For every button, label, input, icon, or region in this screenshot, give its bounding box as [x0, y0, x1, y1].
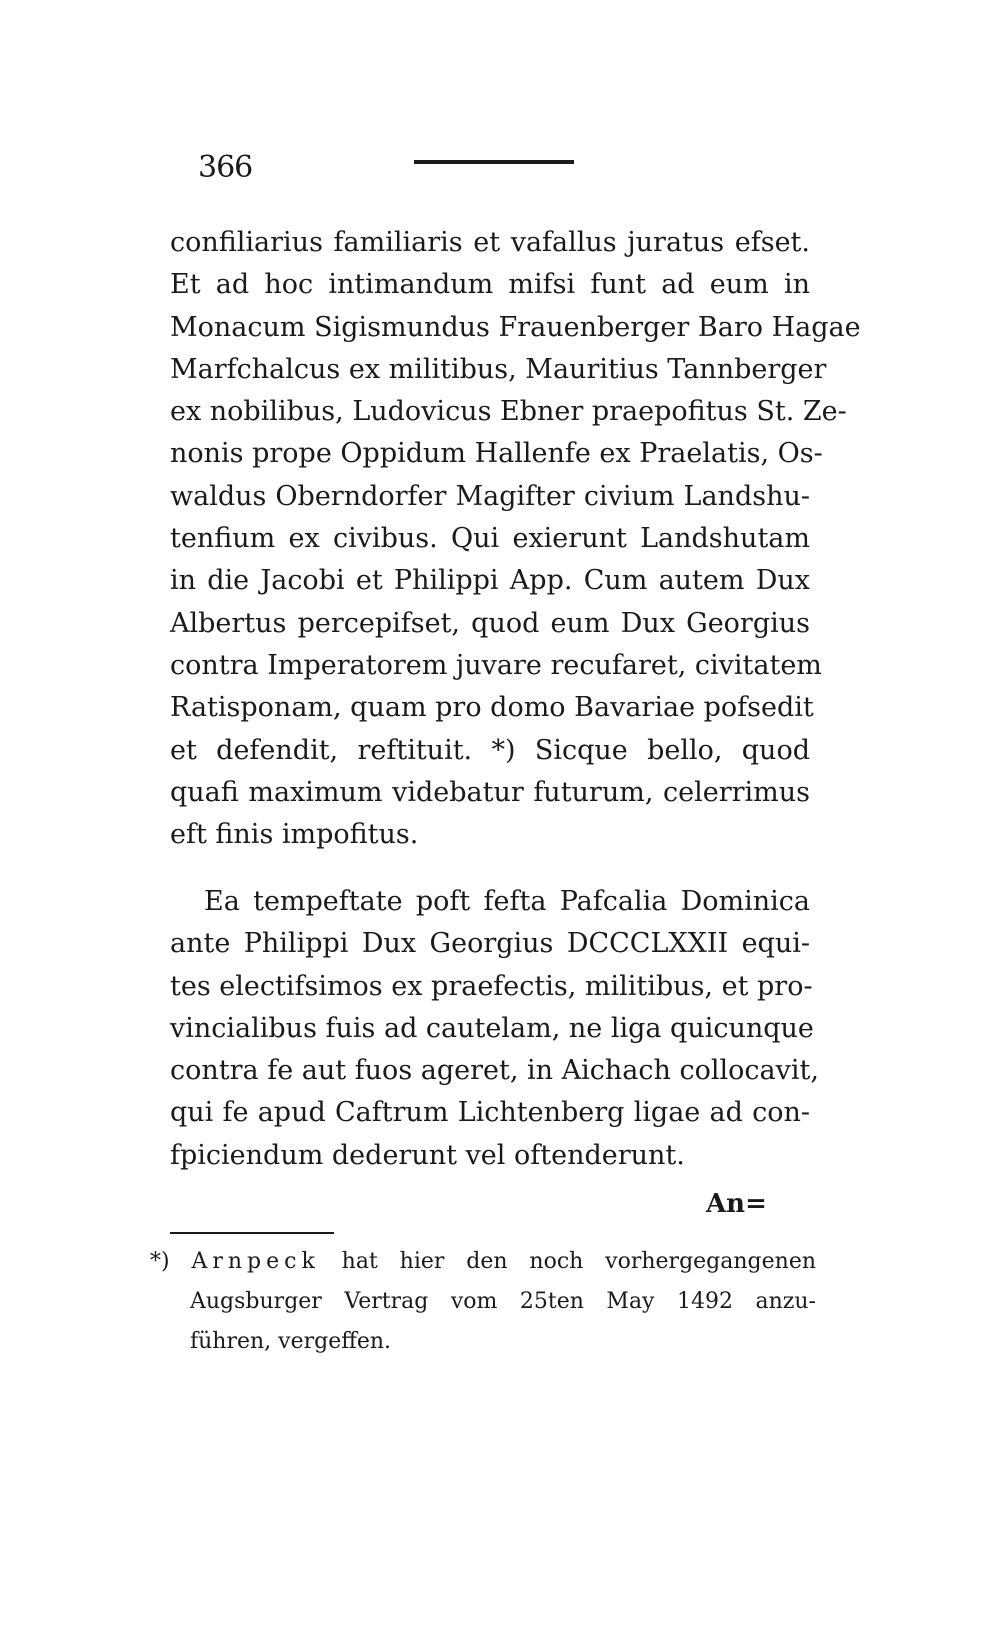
text-line: quafi maximum videbatur futurum, celerrimus: [170, 776, 810, 808]
text-line: ex nobilibus, Ludovicus Ebner praepofitus St. Ze-: [170, 396, 847, 428]
catchword: An=: [706, 1189, 767, 1219]
text-line: ante Philippi Dux Georgius DCCCLXXII equi-: [170, 928, 810, 960]
text-line: Ea tempeftate poft fefta Pafcalia Dominica: [204, 886, 810, 917]
page-number: 366: [198, 150, 253, 185]
footnote-line: [150, 1242, 816, 1282]
text-line: fpiciendum dederunt vel oftenderunt.: [170, 1139, 685, 1171]
text-line: waldus Oberndorfer Magifter civium Landshu-: [170, 480, 810, 512]
body-paragraph: [170, 222, 861, 856]
text-line: eft finis impofitus.: [170, 819, 419, 851]
footnote: [150, 1242, 816, 1362]
text-line: vincialibus fuis ad cautelam, ne liga quicunque: [170, 1012, 814, 1044]
text-line: tenfium ex civibus. Qui exierunt Landshutam: [170, 523, 810, 555]
footnote-line: führen, vergeffen.: [190, 1329, 392, 1354]
text-line: in die Jacobi et Philippi App. Cum autem Dux: [170, 565, 810, 597]
header-rule: [414, 160, 574, 164]
text-line: nonis prope Oppidum Hallenfe ex Praelatis, Os-: [170, 438, 823, 470]
text-line: tes electifsimos ex praefectis, militibus, et pro-: [170, 970, 813, 1002]
text-line: qui fe apud Caftrum Lichtenberg ligae ad con-: [170, 1097, 810, 1129]
footnote-author: Arnpeck: [191, 1249, 320, 1274]
footnote-text: hat hier den noch vorhergegangenen: [341, 1249, 817, 1274]
text-line: Et ad hoc intimandum mifsi funt ad eum in: [170, 269, 810, 301]
footnote-marker: *): [150, 1249, 170, 1274]
footnote-line: Augsburger Vertrag vom 25ten May 1492 anzu-: [190, 1289, 816, 1314]
text-line: confiliarius familiaris et vafallus juratus efset.: [170, 227, 810, 258]
text-line: Ratisponam, quam pro domo Bavariae pofsedit: [170, 692, 814, 724]
text-line: Monacum Sigismundus Frauenberger Baro Hagae: [170, 311, 861, 343]
text-line: Marfchalcus ex militibus, Mauritius Tannberger: [170, 353, 827, 385]
footnote-rule: [170, 1232, 334, 1234]
body-paragraph: [170, 881, 819, 1177]
text-line: contra Imperatorem juvare recufaret, civitatem: [170, 649, 822, 681]
text-line: et defendit, reftituit. *) Sicque bello, quod: [170, 734, 810, 766]
text-line: Albertus percepifset, quod eum Dux Georgius: [170, 607, 810, 639]
text-line: contra fe aut fuos ageret, in Aichach collocavit,: [170, 1055, 819, 1087]
